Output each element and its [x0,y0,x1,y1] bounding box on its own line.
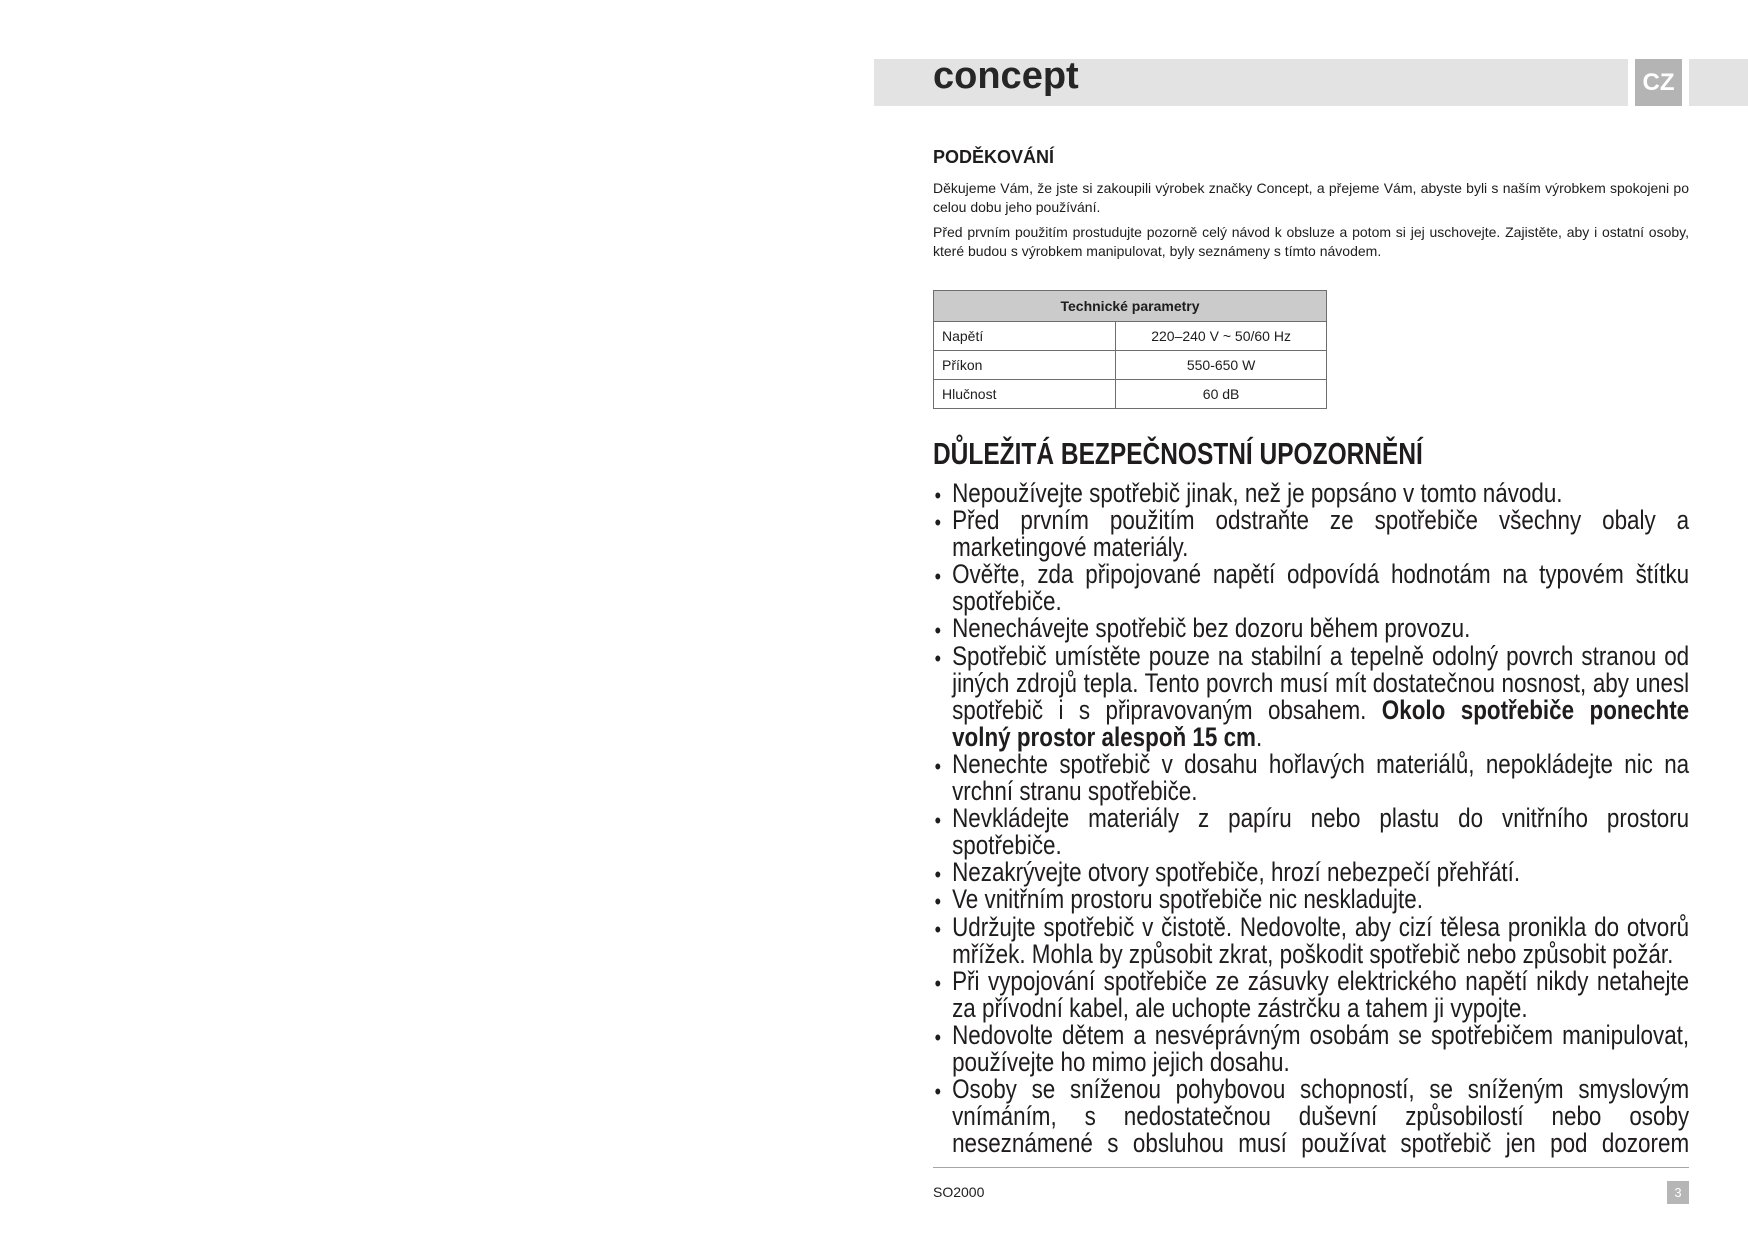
thanks-body [933,179,1689,267]
language-badge: CZ [1635,59,1682,106]
specs-row [934,380,1327,409]
safety-item: • Nezakrývejte otvory spotřebiče, hrozí nebezpečí přehřátí. [933,859,1689,886]
safety-item: • Osoby se sníženou pohybovou schopností, se sníženým smyslovým vnímáním, s nedostatečnou duševní způsobilostí nebo osoby neseznámené s obsluhou musí používat spotřebič jen pod dozorem [933,1076,1689,1157]
specs-value: 60 dB [1116,380,1327,409]
safety-item: • Ověřte, zda připojované napětí odpovídá hodnotám na typovém štítku spotřebiče. [933,561,1689,615]
safety-item: • Ve vnitřním prostoru spotřebiče nic neskladujte. [933,886,1689,913]
safety-item: • Při vypojování spotřebiče ze zásuvky elektrického napětí nikdy netahejte za přívodní kabel, ale uchopte zástrčku a tahem ji vypojte. [933,968,1689,1022]
page-number: 3 [1667,1181,1689,1204]
safety-item: • Udržujte spotřebič v čistotě. Nedovolte, aby cizí tělesa pronikla do otvorů mřížek. Mohla by způsobit zkrat, poškodit spotřebič nebo způsobit požár. [933,914,1689,968]
specs-value: 550-650 W [1116,351,1327,380]
thanks-paragraph: Děkujeme Vám, že jste si zakoupili výrobek značky Concept, a přejeme Vám, abyste byli s naším výrobkem spokojeni po celou dobu jeho používání. [933,180,1689,215]
footer-divider [933,1167,1689,1168]
safety-item: • Nedovolte dětem a nesvéprávným osobám se spotřebičem manipulovat, používejte ho mimo jejich dosahu. [933,1022,1689,1076]
safety-item: • Nenechte spotřebič v dosahu hořlavých materiálů, nepokládejte nic na vrchní stranu spotřebiče. [933,751,1689,805]
safety-item-emphasis: Okolo spotřebiče ponechte volný prostor alespoň 15 cm [952,694,1690,752]
specs-value: 220–240 V ~ 50/60 Hz [1116,322,1327,351]
specs-row [934,351,1327,380]
specs-label: Napětí [934,322,1116,351]
specs-row [934,322,1327,351]
header-bar-end [1689,59,1748,106]
safety-item-text: Spotřebič umístěte pouze na stabilní a tepelně odolný povrch stranou od jiných zdrojů tepla. Tento povrch musí mít dostatečnou nosnost, aby unesl spotřebič i s připravovaným obsahem. [952,640,1690,725]
thanks-paragraph: Před prvním použitím prostudujte pozorně celý návod k obsluze a potom si jej uschovejte. Zajistěte, aby i ostatní osoby, které budou s výrobkem manipulovat, byly seznámeny s tímto návodem. [933,224,1689,259]
safety-item: • Před prvním použitím odstraňte ze spotřebiče všechny obaly a marketingové materiály. [933,507,1689,561]
specs-table [933,290,1327,409]
specs-header-row [934,291,1327,322]
specs-title: Technické parametry [934,291,1327,322]
safety-item: • Nenechávejte spotřebič bez dozoru během provozu. [933,615,1689,642]
safety-list [933,480,1689,1157]
safety-item: • Nepoužívejte spotřebič jinak, než je popsáno v tomto návodu. [933,480,1689,507]
brand-logo: concept [933,55,1079,97]
model-number: SO2000 [933,1184,985,1200]
thanks-heading: PODĚKOVÁNÍ [933,147,1055,167]
safety-item: • Nevkládejte materiály z papíru nebo plastu do vnitřního prostoru spotřebiče. [933,805,1689,859]
specs-label: Hlučnost [934,380,1116,409]
safety-heading: DŮLEŽITÁ BEZPEČNOSTNÍ UPOZORNĚNÍ [933,436,1423,471]
specs-label: Příkon [934,351,1116,380]
safety-item-text-end: . [1255,721,1263,752]
safety-item [933,640,1690,752]
